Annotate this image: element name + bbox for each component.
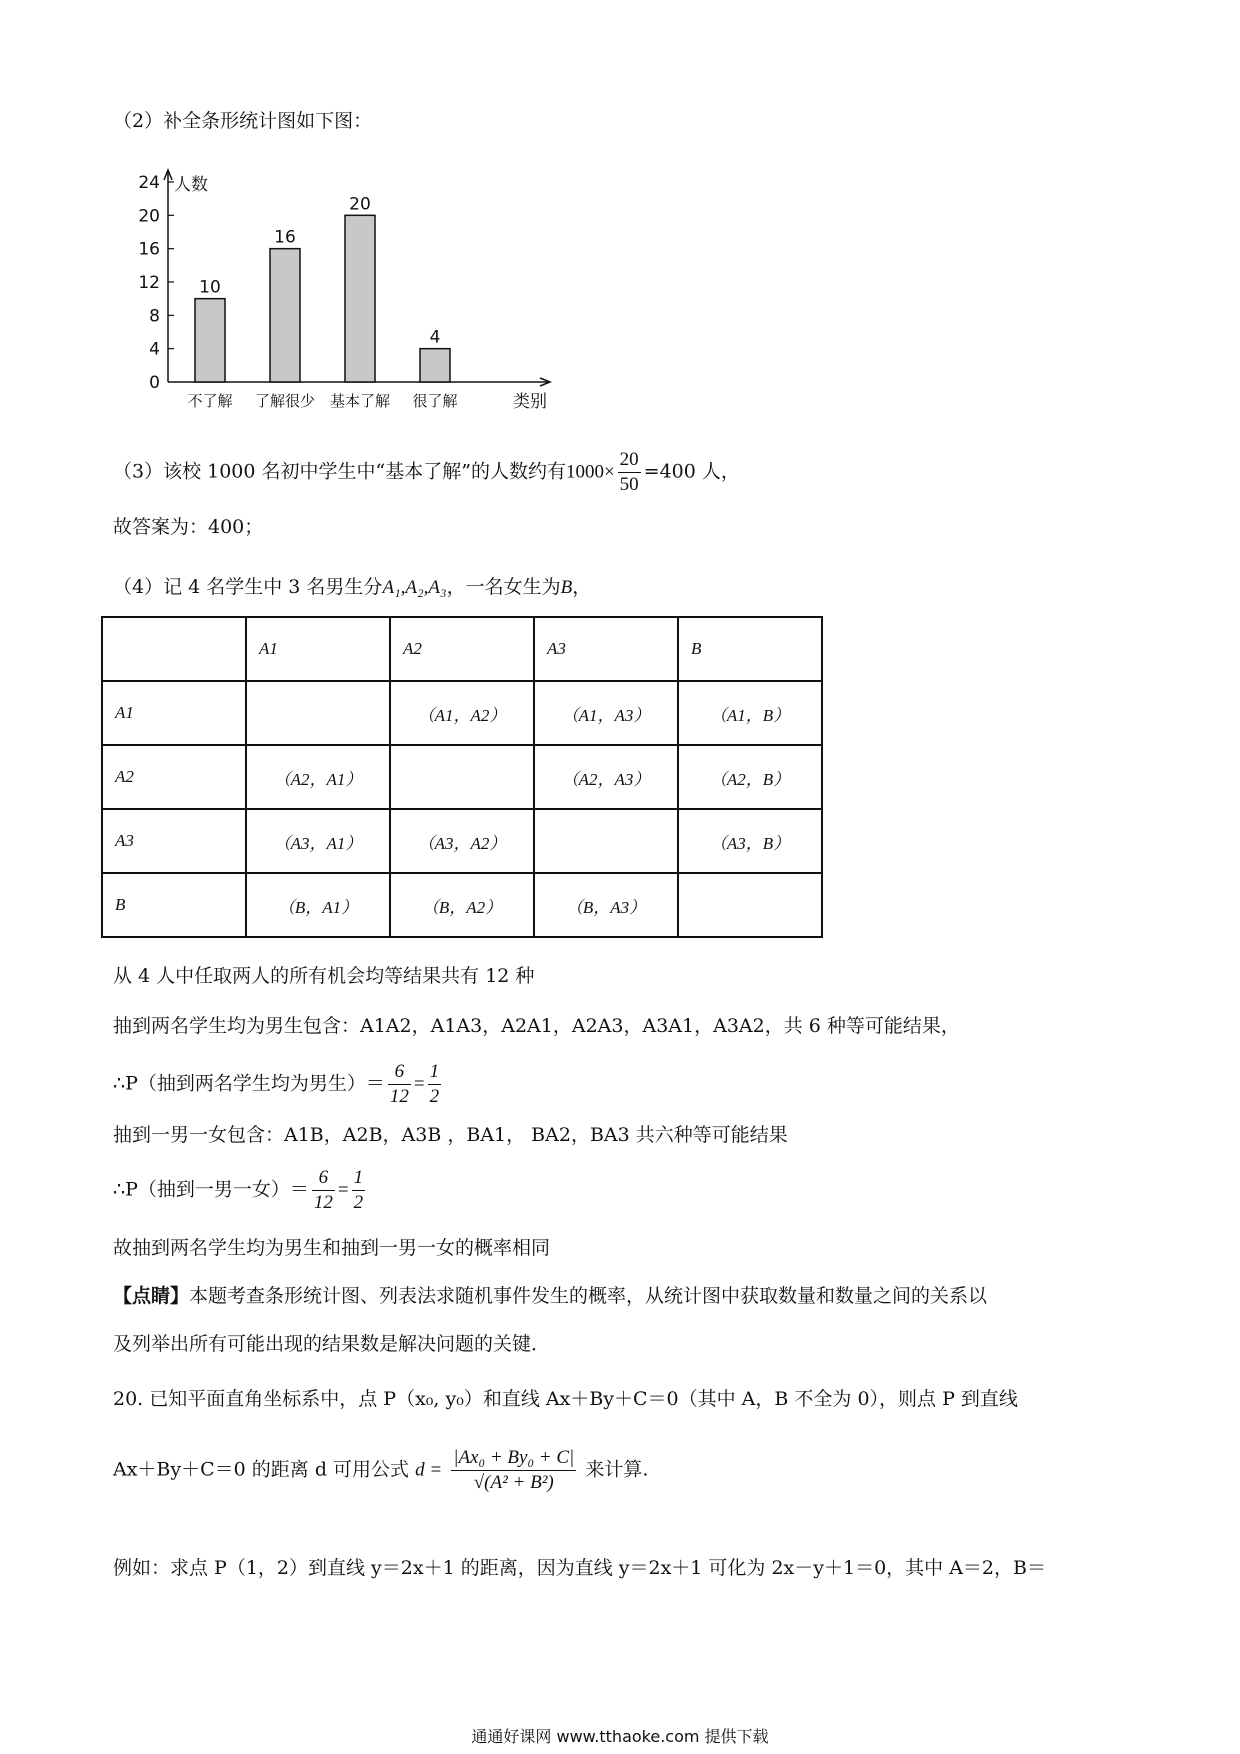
- category-label: 了解很少: [254, 392, 316, 410]
- mixed-outcomes: 抽到一男一女包含：A1B，A2B，A3B ，BA1， BA2，BA3 共六种等可能结果: [113, 1124, 788, 1146]
- table-cell: （B，A2）: [390, 873, 534, 937]
- y-tick-label: 12: [138, 273, 160, 293]
- bar: [345, 215, 375, 382]
- y-tick-label: 20: [138, 206, 160, 227]
- y-axis-label: 人数: [174, 175, 208, 195]
- conclusion: 故抽到两名学生均为男生和抽到一男一女的概率相同: [113, 1237, 551, 1259]
- category-label: 基本了解: [329, 392, 391, 410]
- comment-line1: [113, 1283, 987, 1309]
- table-cell: A1: [102, 681, 246, 745]
- table-cell: （A1，B）: [678, 681, 822, 745]
- category-label: 不了解: [187, 392, 233, 410]
- formula-denominator: √(A² + B²): [473, 1472, 554, 1493]
- section3-coef: 1000×: [565, 461, 615, 483]
- intro-end: ，: [572, 576, 592, 598]
- fraction-denominator: 2: [429, 1086, 440, 1107]
- table-cell: （A2，B）: [678, 745, 822, 809]
- section3-line: [113, 448, 740, 497]
- bar-chart: [120, 160, 570, 420]
- table-row: [102, 681, 822, 745]
- table-cell: （A3，B）: [678, 809, 822, 873]
- fraction-numerator: 6: [312, 1166, 335, 1191]
- data-label: 10: [199, 277, 221, 298]
- section3-fraction: [618, 448, 641, 497]
- y-tick-label: 24: [138, 173, 160, 193]
- p-mixed-line: ∴P（抽到一男一女）＝ $\frac{6}{12}$ = $\frac{1}{2}$: [113, 1167, 364, 1213]
- outcome-table: [101, 616, 823, 938]
- boys-outcomes: 抽到两名学生均为男生包含：A1A2，A1A3，A2A1，A2A3，A3A1，A3A2，共 6 种等可能结果，: [113, 1015, 960, 1037]
- fraction-numerator: 6: [388, 1060, 411, 1085]
- table-cell: B: [678, 617, 822, 681]
- data-label: 16: [274, 227, 296, 248]
- table-cell: （A2，A1）: [246, 745, 390, 809]
- p-mixed-label: ∴P（抽到一男一女）＝: [113, 1178, 309, 1201]
- table-cell: （A3，A1）: [246, 809, 390, 873]
- p-mixed-fraction-simplified: [352, 1166, 366, 1215]
- section3-result: =400 人，: [643, 460, 740, 483]
- p-boys-fraction: [388, 1060, 411, 1109]
- comment-tag: 【点睛】: [113, 1285, 190, 1307]
- p-boys-fraction-simplified: [428, 1060, 442, 1109]
- table-cell: （A1，A3）: [534, 681, 678, 745]
- table-cell: A2: [390, 617, 534, 681]
- total-outcomes: 从 4 人中任取两人的所有机会均等结果共有 12 种: [113, 965, 535, 987]
- y-tick-label: 16: [138, 239, 160, 260]
- distance-formula: [451, 1446, 576, 1495]
- table-cell: A2: [102, 745, 246, 809]
- q20-line2-a: Ax＋By＋C＝0 的距离 d 可用公式: [113, 1458, 410, 1481]
- section3-answer: 故答案为：400；: [113, 516, 264, 538]
- data-label: 4: [429, 327, 441, 348]
- q20-line2: Ax＋By＋C＝0 的距离 d 可用公式 d = $\frac{\text{|Ax₀ + By₀ + C|}}{\text{√(A² + B²)}}$ 来计算.: [113, 1447, 649, 1493]
- fraction-denominator: 50: [619, 474, 639, 495]
- fraction-numerator: 20: [618, 448, 641, 473]
- y-tick-label: 4: [149, 339, 160, 360]
- table-cell: A1: [246, 617, 390, 681]
- y-tick-label: 0: [149, 373, 160, 393]
- bar: [420, 349, 450, 382]
- table-cell: [678, 873, 822, 937]
- table-cell: [534, 809, 678, 873]
- x-axis-label: 类别: [513, 392, 547, 412]
- table-cell: （A2，A3）: [534, 745, 678, 809]
- section3-lead: （3）该校 1000 名初中学生中“基本了解”的人数约有: [113, 460, 566, 483]
- p-boys-label: ∴P（抽到两名学生均为男生）＝: [113, 1072, 385, 1095]
- bar: [270, 249, 300, 382]
- section2-heading: （2）补全条形统计图如下图：: [113, 110, 373, 132]
- y-tick-label: 8: [149, 306, 160, 327]
- table-cell: A3: [102, 809, 246, 873]
- fraction-denominator: 12: [389, 1086, 409, 1107]
- fraction-numerator: 1: [428, 1060, 442, 1085]
- table-cell: （A3，A2）: [390, 809, 534, 873]
- p-boys-line: ∴P（抽到两名学生均为男生）＝ $\frac{6}{12}$ = $\frac{1}{2}$: [113, 1061, 440, 1107]
- table-cell: [390, 745, 534, 809]
- table-cell: （B，A3）: [534, 873, 678, 937]
- q20-line3: 例如：求点 P（1，2）到直线 y＝2x＋1 的距离，因为直线 y＝2x＋1 可化为 2x－y＋1＝0，其中 A＝2，B＝: [113, 1557, 1046, 1579]
- p-mixed-fraction: [312, 1166, 335, 1215]
- table-cell: [246, 681, 390, 745]
- table-cell: [102, 617, 246, 681]
- table-row: [102, 809, 822, 873]
- fraction-denominator: 12: [313, 1192, 333, 1213]
- formula-numerator: |Ax₀ + By₀ + C|: [451, 1446, 576, 1471]
- intro-vars: A₁,A₂,A₃: [382, 577, 447, 598]
- bar: [195, 299, 225, 382]
- table-cell: A3: [534, 617, 678, 681]
- comment-text: 本题考查条形统计图、列表法求随机事件发生的概率，从统计图中获取数量和数量之间的关系以: [189, 1285, 988, 1307]
- table-header-row: [102, 617, 822, 681]
- table-cell: B: [102, 873, 246, 937]
- intro-text: （4）记 4 名学生中 3 名男生分: [113, 576, 383, 598]
- comment-line2: 及列举出所有可能出现的结果数是解决问题的关键．: [113, 1333, 551, 1355]
- footer-credit: 通通好课网 www.tthaoke.com 提供下载: [471, 1727, 769, 1746]
- q20-line1: 20. 已知平面直角坐标系中，点 P（x₀, y₀）和直线 Ax＋By＋C＝0（其中 A，B 不全为 0），则点 P 到直线: [113, 1388, 1018, 1410]
- fraction-denominator: 2: [353, 1192, 364, 1213]
- table-cell: （B，A1）: [246, 873, 390, 937]
- q20-line2-b: 来计算.: [585, 1458, 649, 1481]
- category-label: 很了解: [412, 392, 458, 410]
- table-cell: （A1，A2）: [390, 681, 534, 745]
- table-row: [102, 745, 822, 809]
- section4-intro: [113, 574, 591, 601]
- data-label: 20: [349, 194, 371, 215]
- intro-text-b: ，一名女生为: [446, 576, 561, 598]
- fraction-numerator: 1: [352, 1166, 366, 1191]
- intro-var-b: B: [560, 577, 573, 598]
- table-row: [102, 873, 822, 937]
